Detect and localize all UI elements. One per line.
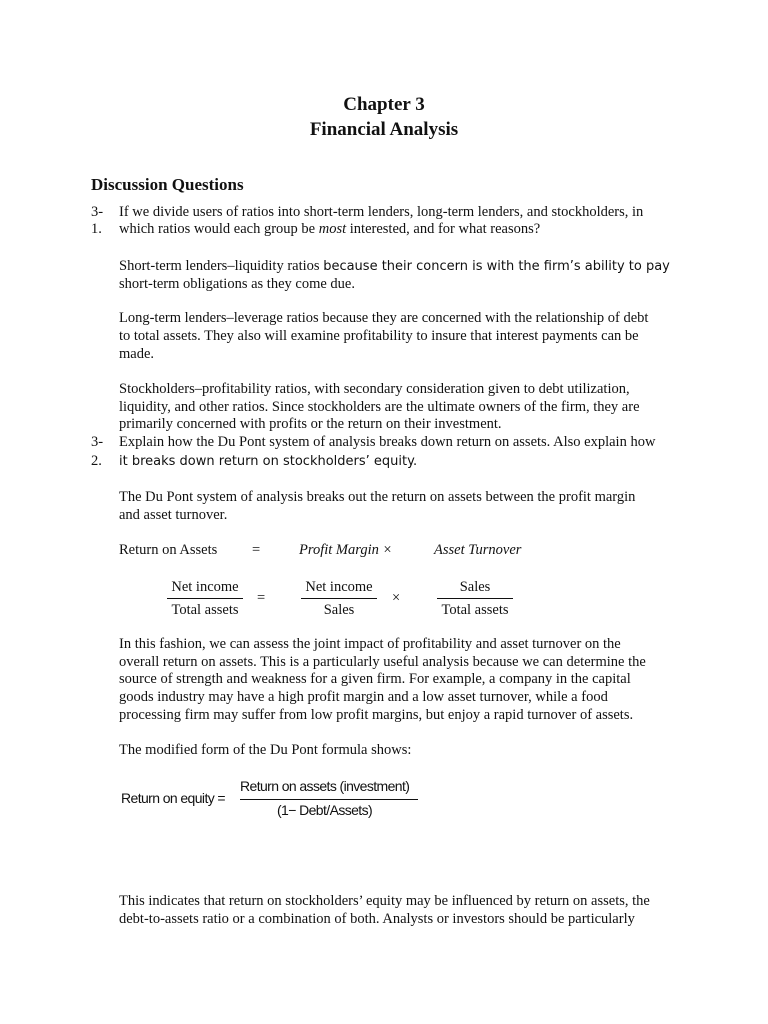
fraction-numerator: Net income (305, 579, 373, 595)
fraction-bar (437, 598, 513, 599)
answer-paragraph: This indicates that return on stockholders’ equity may be influenced by return on assets, the (119, 893, 650, 909)
equation-label: Return on Assets (119, 542, 218, 558)
answer-paragraph: Short-term lenders–liquidity ratios because their concern is with the firm’s ability to pay (119, 258, 670, 274)
answer-paragraph: The Du Pont system of analysis breaks out the return on assets between the profit margin (119, 489, 636, 505)
equals-sign: = (257, 590, 266, 606)
fraction-bar (167, 598, 243, 599)
roe-formula-numerator: Return on assets (investment) (240, 778, 410, 794)
question-number-cont: 1. (91, 221, 102, 237)
chapter-subtitle: Financial Analysis (309, 119, 459, 140)
equation-term-profit-margin: Profit Margin × (299, 542, 393, 558)
answer-paragraph: liquidity, and other ratios. Since stockholders are the ultimate owners of the firm, they are (119, 399, 640, 415)
equals-sign: = (252, 542, 261, 558)
fraction-denominator: Total assets (171, 602, 239, 618)
answer-paragraph: debt-to-assets ratio or a combination of both. Analysts or investors should be particularly (119, 911, 635, 927)
answer-paragraph: to total assets. They also will examine profitability to insure that interest payments can be (119, 328, 639, 344)
answer-paragraph: Stockholders–profitability ratios, with secondary consideration given to debt utilization, (119, 381, 630, 397)
answer-paragraph: and asset turnover. (119, 507, 228, 523)
equation-term-asset-turnover: Asset Turnover (434, 542, 522, 558)
fraction-sales-over-total-assets (437, 579, 513, 619)
question-text: If we divide users of ratios into short-term lenders, long-term lenders, and stockholders, in (119, 204, 644, 220)
question-number: 3- (91, 434, 104, 450)
answer-paragraph: Long-term lenders–leverage ratios because they are concerned with the relationship of debt (119, 310, 649, 326)
answer-paragraph: source of strength and weakness for a given firm. For example, a company in the capital (119, 671, 631, 687)
roe-formula-bar (240, 799, 418, 800)
question-text: Explain how the Du Pont system of analysis breaks down return on assets. Also explain how (119, 434, 656, 450)
fraction-numerator: Net income (171, 579, 239, 595)
fraction-denominator: Total assets (441, 602, 509, 618)
fraction-numerator: Sales (459, 579, 491, 595)
answer-paragraph: goods industry may have a high profit margin and a low asset turnover, while a food (119, 689, 608, 705)
chapter-title: Chapter 3 (343, 94, 425, 115)
answer-paragraph: primarily concerned with profits or the return on their investment. (119, 416, 502, 432)
times-sign: × (392, 590, 401, 606)
answer-paragraph: processing firm may suffer from low profit margins, but enjoy a rapid turnover of assets. (119, 707, 634, 723)
fraction-bar (301, 598, 377, 599)
question-number-cont: 2. (91, 453, 102, 469)
answer-paragraph: short-term obligations as they come due. (119, 276, 355, 292)
question-number: 3- (91, 204, 104, 220)
question-text: which ratios would each group be most interested, and for what reasons? (119, 221, 541, 237)
fraction-denominator: Sales (323, 602, 355, 618)
fraction-net-income-over-total-assets (167, 579, 243, 619)
section-heading: Discussion Questions (91, 175, 244, 194)
answer-paragraph: made. (119, 346, 155, 362)
roe-formula-denominator: (1− Debt/Assets) (277, 802, 373, 818)
answer-paragraph: In this fashion, we can assess the joint impact of profitability and asset turnover on the (119, 636, 621, 652)
roe-formula-label: Return on equity = (121, 790, 225, 806)
question-text: it breaks down return on stockholders’ equity. (119, 454, 418, 469)
fraction-net-income-over-sales (301, 579, 377, 619)
answer-paragraph: overall return on assets. This is a particularly useful analysis because we can determine the (119, 654, 646, 670)
answer-paragraph: The modified form of the Du Pont formula shows: (119, 742, 412, 758)
